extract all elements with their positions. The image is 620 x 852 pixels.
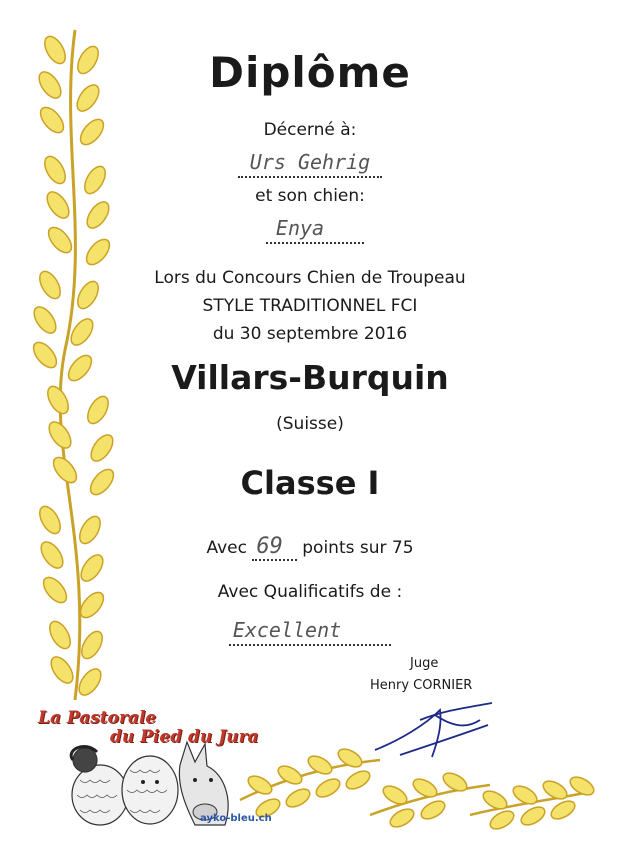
owner-name: Urs Gehrig: [238, 150, 382, 178]
event-country: (Suisse): [276, 414, 344, 434]
event-date: du 30 septembre 2016: [212, 324, 408, 344]
awarded-to-label: Décerné à:: [263, 120, 357, 140]
judge-label: Juge: [410, 656, 439, 671]
owner-name-line: [0, 150, 620, 178]
dog-name: Enya: [266, 216, 364, 244]
logo-name-line1: La Pastorale: [38, 708, 157, 728]
points-line: [0, 534, 620, 561]
and-dog-label: et son chien:: [255, 186, 365, 206]
points-suffix: points sur 75: [302, 538, 414, 558]
class-title: Classe I: [240, 464, 380, 502]
logo-name-line2: du Pied du Jura: [110, 727, 259, 747]
logo-url: ayko-bleu.ch: [200, 813, 272, 824]
qualif-label: Avec Qualificatifs de :: [217, 582, 403, 602]
dog-name-line: [0, 216, 620, 244]
event-line-1: Lors du Concours Chien de Troupeau: [154, 268, 466, 288]
qualif-value: Excellent: [229, 618, 391, 646]
points-prefix: Avec: [206, 538, 247, 558]
event-place: Villars-Burquin: [171, 358, 449, 397]
judge-signature-icon: [370, 695, 500, 765]
judge-name: Henry CORNIER: [370, 678, 473, 693]
event-line-2: STYLE TRADITIONNEL FCI: [202, 296, 418, 316]
points-value: 69: [252, 534, 297, 561]
diploma-title: Diplôme: [209, 48, 411, 97]
qualif-line: [0, 618, 620, 646]
